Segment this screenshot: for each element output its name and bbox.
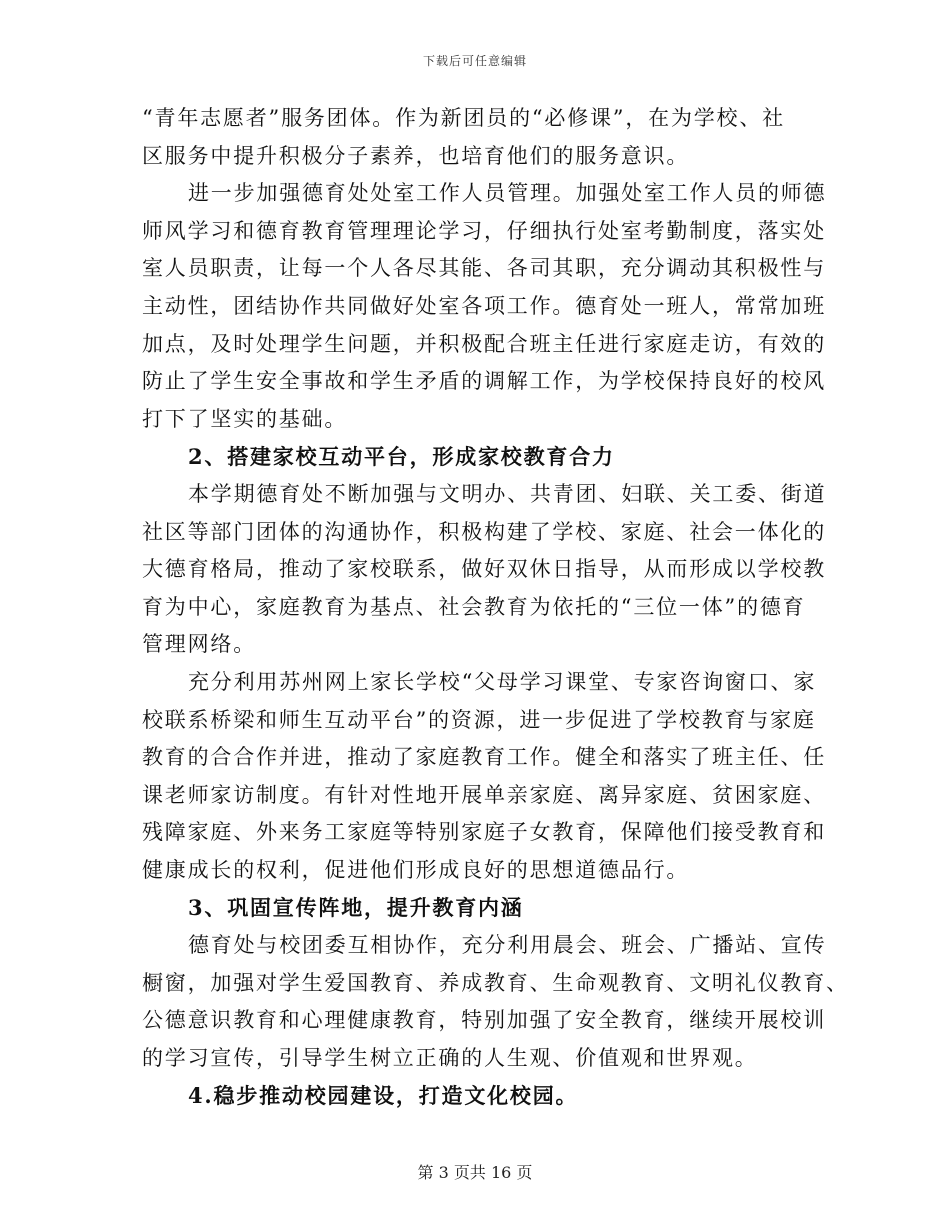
text-line: 的学习宣传，引导学生树立正确的人生观、价值观和世界观。 (142, 1045, 758, 1070)
section-heading: 3、巩固宣传阵地，提升教育内涵 (188, 895, 524, 921)
text-line: “青年志愿者”服务团体。作为新团员的“必修课”，在为学校、社 (142, 106, 785, 130)
paragraph-start-line: 进一步加强德育处处室工作人员管理。加强处室工作人员的师德 (188, 181, 827, 206)
text-line: 残障家庭、外来务工家庭等特别家庭子女教育，保障他们接受教育和 (142, 820, 826, 845)
section-heading: 2、搭建家校互动平台，形成家校教育合力 (188, 444, 615, 470)
text-line: 防止了学生安全事故和学生矛盾的调解工作，为学校保持良好的校风 (142, 369, 826, 394)
page-header: 下载后可任意编辑 (422, 54, 527, 68)
page-number: 第 3 页共 16 页 (417, 1163, 533, 1182)
paragraph-start-line: 充分利用苏州网上家长学校“父母学习课堂、专家咨询窗口、家 (188, 669, 817, 694)
text-line: 主动性，团结协作共同做好处室各项工作。德育处一班人，常常加班 (142, 293, 826, 318)
text-line: 打下了坚实的基础。 (142, 406, 348, 431)
text-line: 管理网络。 (142, 632, 256, 657)
text-line: 课老师家访制度。有针对性地开展单亲家庭、离异家庭、贫困家庭、 (142, 782, 826, 807)
text-line: 公德意识教育和心理健康教育，特别加强了安全教育，继续开展校训 (142, 1008, 826, 1033)
text-line: 室人员职责，让每一个人各尽其能、各司其职，充分调动其积极性与 (142, 256, 826, 281)
text-line: 区服务中提升积极分子素养，也培育他们的服务意识。 (142, 143, 690, 168)
text-line: 健康成长的权利，促进他们形成良好的思想道德品行。 (142, 857, 690, 882)
text-line: 加点，及时处理学生问题，并积极配合班主任进行家庭走访，有效的 (142, 331, 826, 356)
text-line: 师风学习和德育教育管理理论学习，仔细执行处室考勤制度，落实处 (142, 218, 826, 243)
text-line: 社区等部门团体的沟通协作，积极构建了学校、家庭、社会一体化的 (142, 519, 826, 544)
paragraph-start-line: 德育处与校团委互相协作，充分利用晨会、班会、广播站、宣传 (188, 933, 827, 958)
text-line: 橱窗，加强对学生爱国教育、养成教育、生命观教育、文明礼仪教育、 (142, 970, 849, 995)
text-line: 育为中心，家庭教育为基点、社会教育为依托的“三位一体”的德育 (142, 594, 806, 619)
paragraph-start-line: 本学期德育处不断加强与文明办、共青团、妇联、关工委、街道 (188, 481, 827, 506)
text-line: 校联系桥梁和师生互动平台”的资源，进一步促进了学校教育与家庭 (142, 707, 816, 732)
section-heading: 4.稳步推动校园建设，打造文化校园。 (188, 1083, 579, 1109)
text-line: 大德育格局，推动了家校联系，做好双休日指导，从而形成以学校教 (142, 557, 826, 582)
text-line: 教育的合合作并进，推动了家庭教育工作。健全和落实了班主任、任 (142, 745, 826, 770)
document-body (142, 100, 849, 1115)
